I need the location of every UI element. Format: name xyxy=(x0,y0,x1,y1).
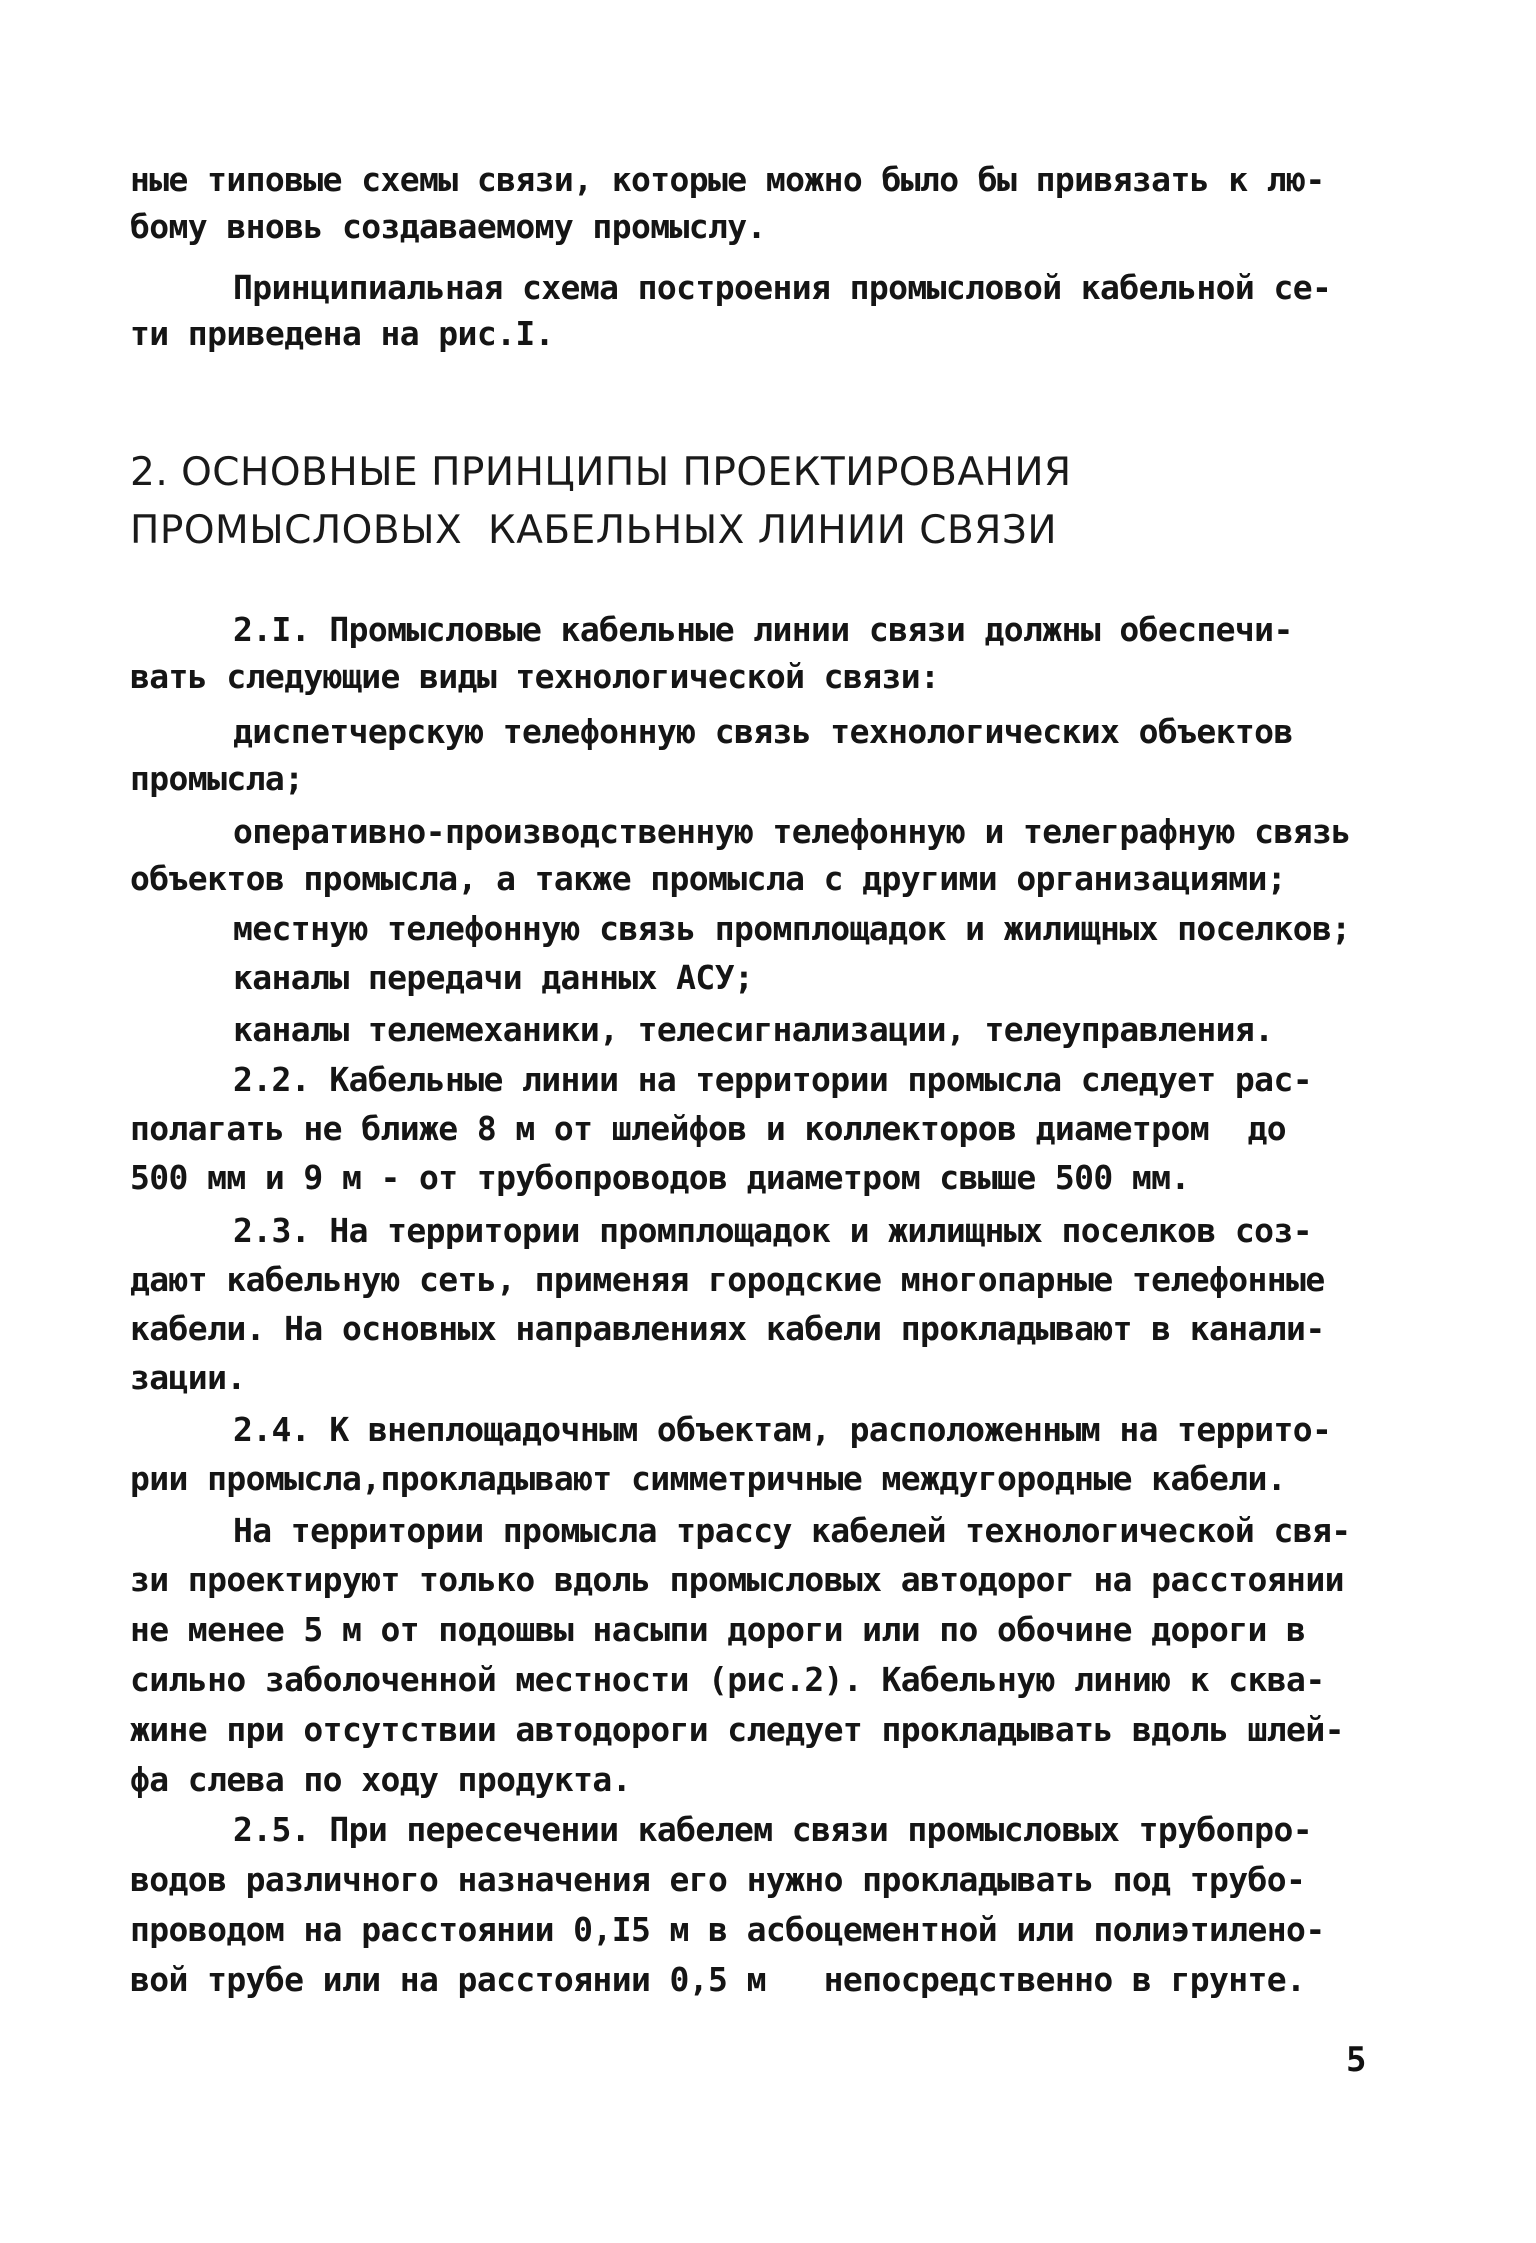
body-line: жине при отсутствии автодороги следует прокладывать вдоль шлей- xyxy=(130,1710,1344,1749)
body-line: На территории промысла трассу кабелей технологической свя- xyxy=(233,1511,1351,1550)
intro-line-2: бому вновь создаваемому промыслу. xyxy=(130,207,766,246)
body-line: 2.5. При пересечении кабелем связи промысловых трубопро- xyxy=(233,1810,1312,1849)
body-line: 2.3. На территории промплощадок и жилищных поселков соз- xyxy=(233,1211,1312,1250)
body-line: водов различного назначения его нужно прокладывать под трубо- xyxy=(130,1860,1306,1899)
body-line: зи проектируют только вдоль промысловых автодорог на расстоянии xyxy=(130,1560,1344,1599)
body-line: вать следующие виды технологической связи: xyxy=(130,657,940,696)
section-heading-line-1: 2. ОСНОВНЫЕ ПРИНЦИПЫ ПРОЕКТИРОВАНИЯ xyxy=(130,450,1072,495)
body-line: вой трубе или на расстоянии 0,5 м непосредственно в грунте. xyxy=(130,1960,1306,1999)
body-line: не менее 5 м от подошвы насыпи дороги или по обочине дороги в xyxy=(130,1610,1306,1649)
page-number: 5 xyxy=(1346,2040,1367,2080)
intro-line-4: ти приведена на рис.I. xyxy=(130,314,554,353)
body-line: рии промысла,прокладывают симметричные междугородные кабели. xyxy=(130,1459,1287,1498)
body-line: объектов промысла, а также промысла с другими организациями; xyxy=(130,859,1287,898)
body-line: проводом на расстоянии 0,I5 м в асбоцементной или полиэтилено- xyxy=(130,1910,1325,1949)
body-line: промысла; xyxy=(130,759,304,798)
body-line: фа слева по ходу продукта. xyxy=(130,1760,631,1799)
body-line: 2.I. Промысловые кабельные линии связи должны обеспечи- xyxy=(233,610,1293,649)
body-line: местную телефонную связь промплощадок и жилищных поселков; xyxy=(233,909,1351,948)
body-line: оперативно-производственную телефонную и телеграфную связь xyxy=(233,812,1351,851)
body-line: диспетчерскую телефонную связь технологических объектов xyxy=(233,712,1293,751)
body-line: полагать не ближе 8 м от шлейфов и коллекторов диаметром до xyxy=(130,1109,1287,1148)
section-heading-line-2: ПРОМЫСЛОВЫХ КАБЕЛЬНЫХ ЛИНИИ СВЯЗИ xyxy=(130,508,1058,553)
body-line: дают кабельную сеть, применяя городские многопарные телефонные xyxy=(130,1260,1325,1299)
body-line: сильно заболоченной местности (рис.2). Кабельную линию к сква- xyxy=(130,1660,1325,1699)
body-line: кабели. На основных направлениях кабели прокладывают в канали- xyxy=(130,1309,1325,1348)
body-line: 2.4. К внеплощадочным объектам, расположенным на террито- xyxy=(233,1410,1332,1449)
body-line: 2.2. Кабельные линии на территории промысла следует рас- xyxy=(233,1060,1312,1099)
body-line: зации. xyxy=(130,1358,246,1397)
intro-line-3: Принципиальная схема построения промысловой кабельной се- xyxy=(233,268,1332,307)
body-line: 500 мм и 9 м - от трубопроводов диаметром свыше 500 мм. xyxy=(130,1158,1190,1197)
body-line: каналы передачи данных АСУ; xyxy=(233,958,754,997)
body-line: каналы телемеханики, телесигнализации, телеуправления. xyxy=(233,1010,1274,1049)
intro-line-1: ные типовые схемы связи, которые можно было бы привязать к лю- xyxy=(130,160,1325,199)
